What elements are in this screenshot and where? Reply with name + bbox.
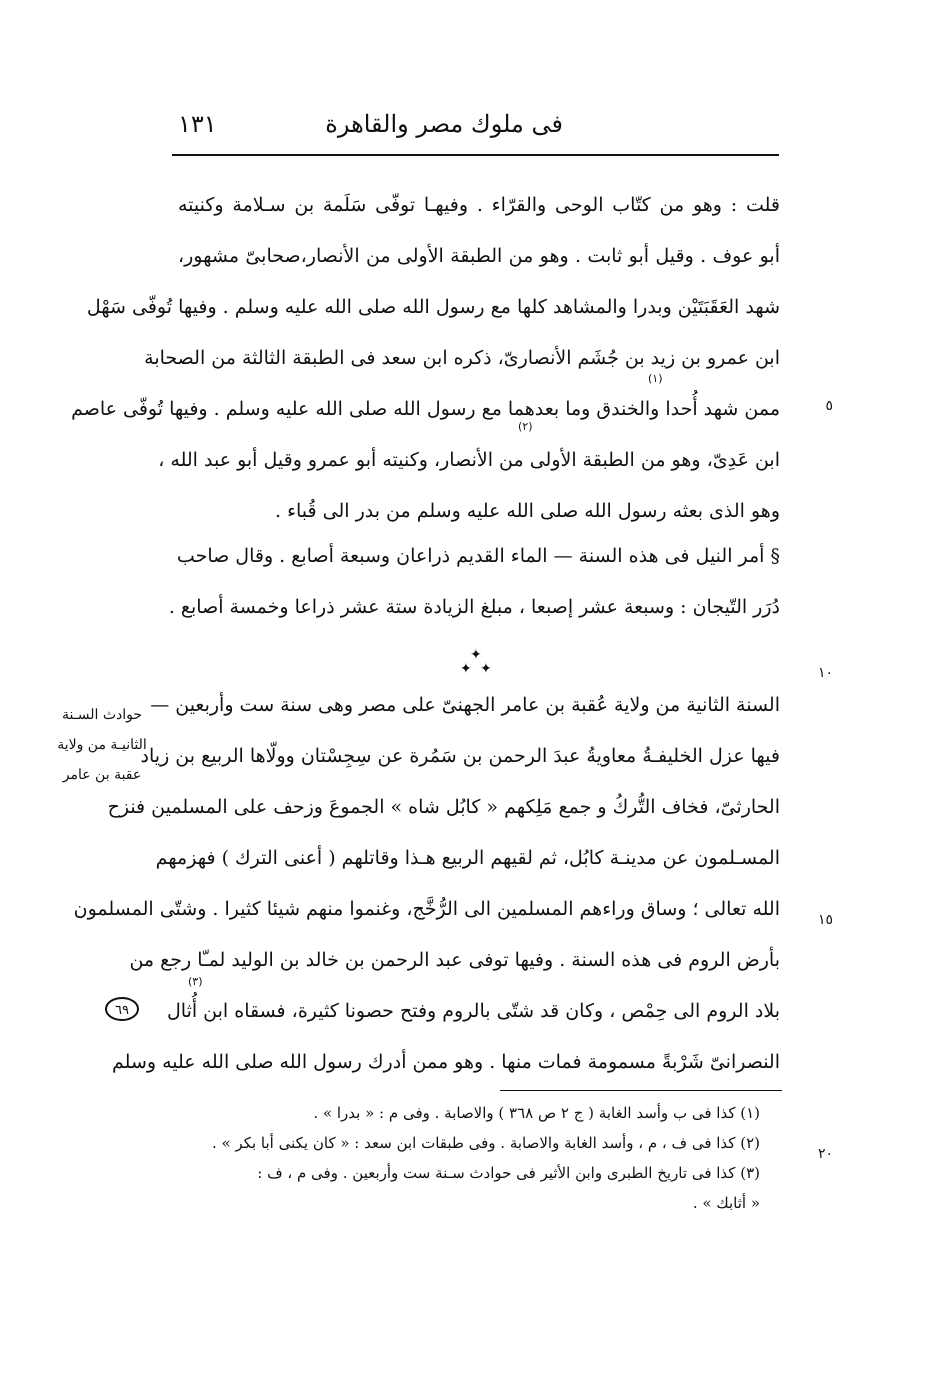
text-line: ابن عَدِىّ، وهو من الطبقة الأولى من الأنصار، وكنيته أبو عمرو وقيل أبو عبد الله ،: [158, 449, 780, 471]
text-line: ابن عمرو بن زيد بن جُشَم الأنصارىّ، ذكره ابن سعد فى الطبقة الثالثة من الصحابة: [144, 347, 780, 369]
text-line: فيها عزل الخليفـةُ معاويةُ عبدَ الرحمن بن سَمُرة عن سِجِسْتان وولّاها الربيع بن زياد: [140, 745, 780, 767]
running-head: [178, 110, 778, 150]
text-line: قلت : وهو من كتّاب الوحى والقرّاء . وفيهـا توفّى سَلَمة بن سـلامة وكنيته: [178, 194, 780, 216]
footnote-marker-2: (٢): [518, 420, 533, 433]
ornament-star: ✦: [470, 647, 482, 663]
text-line: وهو الذى بعثه رسول الله صلى الله عليه وسلم من بدر الى قُباء .: [274, 500, 780, 522]
margin-note-line: حوادث السـنة: [61, 707, 143, 723]
text-line: بأرض الروم فى هذه السنة . وفيها توفى عبد الرحمن بن خالد بن الوليد لمـّا رجع من: [129, 949, 780, 971]
text-line: الله تعالى ؛ وساق وراءهم المسلمين الى الرُّخَّج، وغنموا منهم شيئا كثيرا . وشتّى المسلمون: [73, 898, 780, 920]
page-number: ١٣١: [178, 110, 217, 138]
ornament-star: ✦: [460, 661, 472, 677]
margin-note-line: عقبة بن عامر: [62, 767, 142, 783]
footnote-3: (٣) كذا فى تاريخ الطبرى وابن الأثير فى حوادث سـنة ست وأربعين . وفى م ، ف :: [257, 1164, 760, 1182]
text-line: بلاد الروم الى حِمْص ، وكان قد شتّى بالروم وفتح حصونا كثيرة، فسقاه ابن أُثال: [166, 1000, 780, 1022]
margin-note: [52, 700, 152, 790]
running-title: فى ملوك مصر والقاهرة: [325, 110, 563, 138]
text-line: النصرانىّ شَرْبةً مسمومة فمات منها . وهو ممن أدرك رسول الله صلى الله عليه وسلم: [112, 1051, 780, 1073]
ornament-star: ✦: [480, 661, 492, 677]
footnote-1: (١) كذا فى ب وأسد الغابة ( ج ٢ ص ٣٦٨ ) والاصابة . وفى م : « بدرا » .: [313, 1104, 760, 1122]
header-rule: [172, 154, 779, 156]
seal-number: ٦٩: [115, 1003, 129, 1018]
text-line: § أمر النيل فى هذه السنة — الماء القديم ذراعان وسبعة أصابع . وقال صاحب: [176, 545, 780, 567]
text-line: السنة الثانية من ولاية عُقبة بن عامر الجهنىّ على مصر وهى سنة ست وأربعين —: [150, 694, 780, 716]
footnote-rule: [500, 1090, 782, 1091]
footnote-3-continuation: « أثابك » .: [692, 1194, 760, 1212]
section-ornament: [456, 648, 496, 678]
footnotes: [180, 1098, 760, 1218]
line-number-15: ١٥: [817, 912, 833, 928]
paragraph-2: [168, 531, 780, 633]
line-number-10: ١٠: [817, 665, 833, 681]
footnote-marker-1: (١): [648, 372, 663, 385]
seal-stamp-icon: [104, 995, 140, 1023]
text-line: الحارثىّ، فخاف التُّركُ و جمع مَلِكهم « كابُل شاه » الجموعَ وزحف على المسلمين فنزح: [107, 796, 780, 818]
footnote-marker-3: (٣): [188, 975, 203, 988]
line-number-20: ٢٠: [817, 1146, 833, 1162]
line-number-5: ٥: [825, 398, 833, 414]
paragraph-1: [71, 180, 780, 537]
text-line: ممن شهد أُحدا والخندق وما بعدهما مع رسول الله صلى الله عليه وسلم . وفيها تُوفّى عاصم: [71, 398, 780, 420]
text-line: شهد العَقَبَتَيْن وبدرا والمشاهد كلها مع رسول الله صلى الله عليه وسلم . وفيها تُوفّى سَهْل: [86, 296, 780, 318]
footnote-2: (٢) كذا فى ف ، م ، وأسد الغابة والاصابة . وفى طبقات ابن سعد : « كان يكنى أبا بكر » .: [211, 1134, 760, 1152]
text-line: دُرَر التّيجان : وسبعة عشر إصبعا ، مبلغ الزيادة ستة عشر ذراعا وخمسة أصابع .: [168, 596, 780, 618]
text-line: أبو عوف . وقيل أبو ثابت . وهو من الطبقة الأولى من الأنصار،صحابىّ مشهور،: [178, 245, 780, 267]
text-line: المسـلمون عن مدينـة كابُل، ثم لقيهم الربيع هـذا وقاتلهم ( أعنى الترك ) فهزمهم: [155, 847, 780, 869]
margin-note-line: الثانيـة من ولاية: [57, 737, 147, 753]
